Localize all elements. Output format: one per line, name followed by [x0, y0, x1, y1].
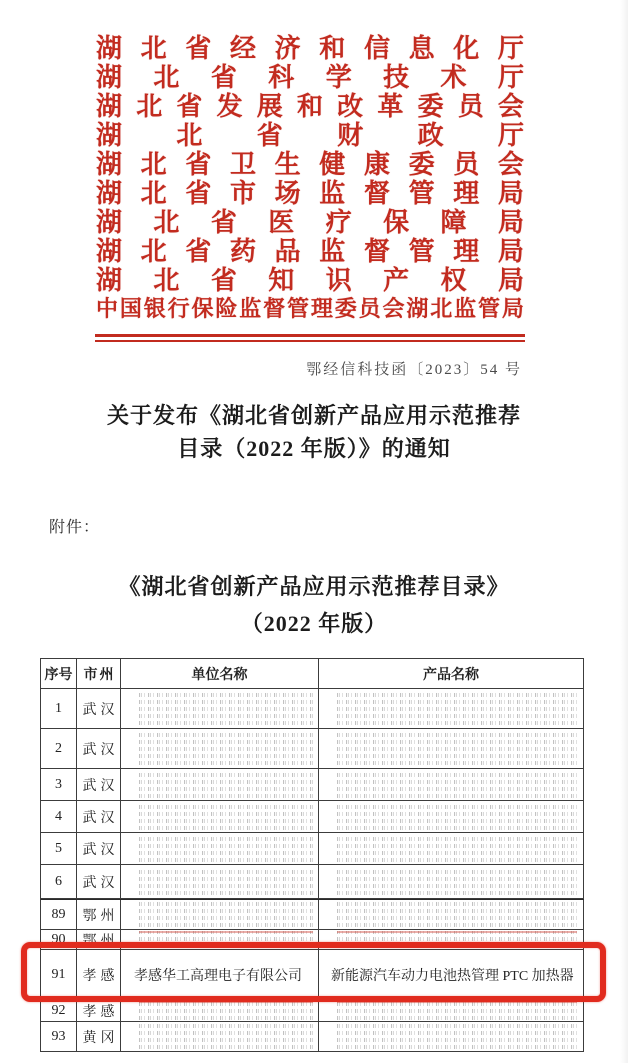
- table-row: [41, 729, 584, 769]
- cell-unit: [121, 865, 319, 899]
- redacted-blur: [337, 692, 576, 725]
- notice-title: [0, 399, 628, 465]
- letterhead-line: 湖 北 省 市 场 监 督 管 理 局: [96, 179, 524, 208]
- header-unit: 单位名称: [121, 659, 319, 689]
- cell-no: 3: [41, 769, 77, 801]
- catalog-table: [40, 658, 584, 1052]
- cell-unit: [121, 769, 319, 801]
- cell-no: 5: [41, 833, 77, 865]
- catalog-table-body: [41, 689, 584, 1052]
- redacted-blur: [139, 1024, 314, 1048]
- letterhead-line: 湖 北 省 经 济 和 信 息 化 厅: [96, 34, 524, 63]
- attachment-label: 附件：: [49, 519, 101, 536]
- table-row: [41, 769, 584, 801]
- cell-city: 黄冈: [77, 1022, 121, 1052]
- cell-city: 武汉: [77, 769, 121, 801]
- cell-product: [319, 729, 584, 769]
- letterhead-line: 湖 北 省 科 学 技 术 厅: [96, 63, 524, 92]
- redacted-blur: [139, 1001, 314, 1021]
- redacted-blur: [337, 868, 576, 896]
- cell-unit: [121, 930, 319, 950]
- cell-unit: [121, 729, 319, 769]
- letterhead-line: 中 国 银 行 保 险 监 督 管 理 委 员 会 湖 北 监 管 局: [96, 296, 524, 321]
- cell-unit: [121, 900, 319, 930]
- doc-number: 鄂经信科技函〔2023〕54 号: [306, 362, 522, 378]
- table-row: [41, 898, 584, 930]
- cell-city: 孝感: [77, 1000, 121, 1022]
- table-row: [41, 930, 584, 950]
- redacted-blur: [337, 835, 576, 861]
- notice-title-line1: 关于发布《湖北省创新产品应用示范推荐: [106, 403, 521, 428]
- letterhead-line: 湖 北 省 知 识 产 权 局: [96, 266, 524, 295]
- catalog-title: [0, 568, 628, 642]
- cell-unit: [121, 833, 319, 865]
- cell-no: 6: [41, 865, 77, 899]
- cell-unit: [121, 689, 319, 729]
- table-header-row: [41, 659, 584, 689]
- letterhead-line: 湖 北 省 发 展 和 改 革 委 员 会: [96, 92, 524, 121]
- cell-city: 孝感: [77, 950, 121, 1000]
- redacted-blur: [139, 868, 314, 896]
- cell-product: [319, 801, 584, 833]
- redacted-blur: [337, 931, 576, 949]
- cell-city: 武汉: [77, 801, 121, 833]
- cell-product: [319, 865, 584, 899]
- cell-unit: [121, 1000, 319, 1022]
- letterhead-line: 湖 北 省 药 品 监 督 管 理 局: [96, 237, 524, 266]
- cell-no: 4: [41, 801, 77, 833]
- cell-unit: 孝感华工高理电子有限公司: [121, 950, 319, 1000]
- redacted-blur: [337, 803, 576, 829]
- cell-no: 90: [41, 930, 77, 950]
- cell-product: [319, 1022, 584, 1052]
- cell-product: [319, 833, 584, 865]
- header-no: 序号: [41, 659, 77, 689]
- table-row: [41, 801, 584, 833]
- cell-product: [319, 930, 584, 950]
- cell-product: [319, 689, 584, 729]
- cell-no: 92: [41, 1000, 77, 1022]
- table-row-highlighted: [41, 950, 584, 1000]
- header-product: 产品名称: [319, 659, 584, 689]
- table-row: [41, 833, 584, 865]
- letterhead-line: 湖 北 省 财 政 厅: [96, 121, 524, 150]
- cell-product: [319, 900, 584, 930]
- catalog-title-line1: 《湖北省创新产品应用示范推荐目录》: [118, 574, 510, 599]
- table-row: [41, 1000, 584, 1022]
- letterhead-divider-rule: [95, 334, 525, 342]
- redacted-blur: [139, 803, 314, 829]
- cell-unit: [121, 1022, 319, 1052]
- cell-no: 89: [41, 900, 77, 930]
- cell-no: 91: [41, 950, 77, 1000]
- cell-no: 2: [41, 729, 77, 769]
- redacted-blur: [337, 902, 576, 926]
- cell-product: 新能源汽车动力电池热管理 PTC 加热器: [319, 950, 584, 1000]
- cell-product: [319, 1000, 584, 1022]
- table-row: [41, 865, 584, 899]
- redacted-blur: [337, 771, 576, 797]
- table-row: [41, 689, 584, 729]
- redacted-blur: [139, 771, 314, 797]
- table-row: [41, 1022, 584, 1052]
- cell-city: 武汉: [77, 689, 121, 729]
- redacted-blur: [337, 1024, 576, 1048]
- cell-city: 武汉: [77, 729, 121, 769]
- cell-city: 武汉: [77, 865, 121, 899]
- redacted-blur: [139, 902, 314, 926]
- catalog-title-line2: （2022 年版）: [240, 611, 388, 636]
- redacted-blur: [139, 931, 314, 949]
- cell-city: 鄂州: [77, 930, 121, 950]
- letterhead-line: 湖 北 省 医 疗 保 障 局: [96, 208, 524, 237]
- cell-no: 1: [41, 689, 77, 729]
- letterhead-line: 湖 北 省 卫 生 健 康 委 员 会: [96, 150, 524, 179]
- redacted-blur: [139, 692, 314, 725]
- notice-title-line2: 目录（2022 年版）》的通知: [177, 436, 451, 461]
- letterhead: [96, 32, 524, 322]
- cell-no: 93: [41, 1022, 77, 1052]
- header-city: 市州: [77, 659, 121, 689]
- cell-city: 武汉: [77, 833, 121, 865]
- redacted-blur: [139, 732, 314, 765]
- redacted-blur: [337, 1001, 576, 1021]
- cell-city: 鄂州: [77, 900, 121, 930]
- cell-product: [319, 769, 584, 801]
- redacted-blur: [337, 732, 576, 765]
- redacted-blur: [139, 835, 314, 861]
- cell-unit: [121, 801, 319, 833]
